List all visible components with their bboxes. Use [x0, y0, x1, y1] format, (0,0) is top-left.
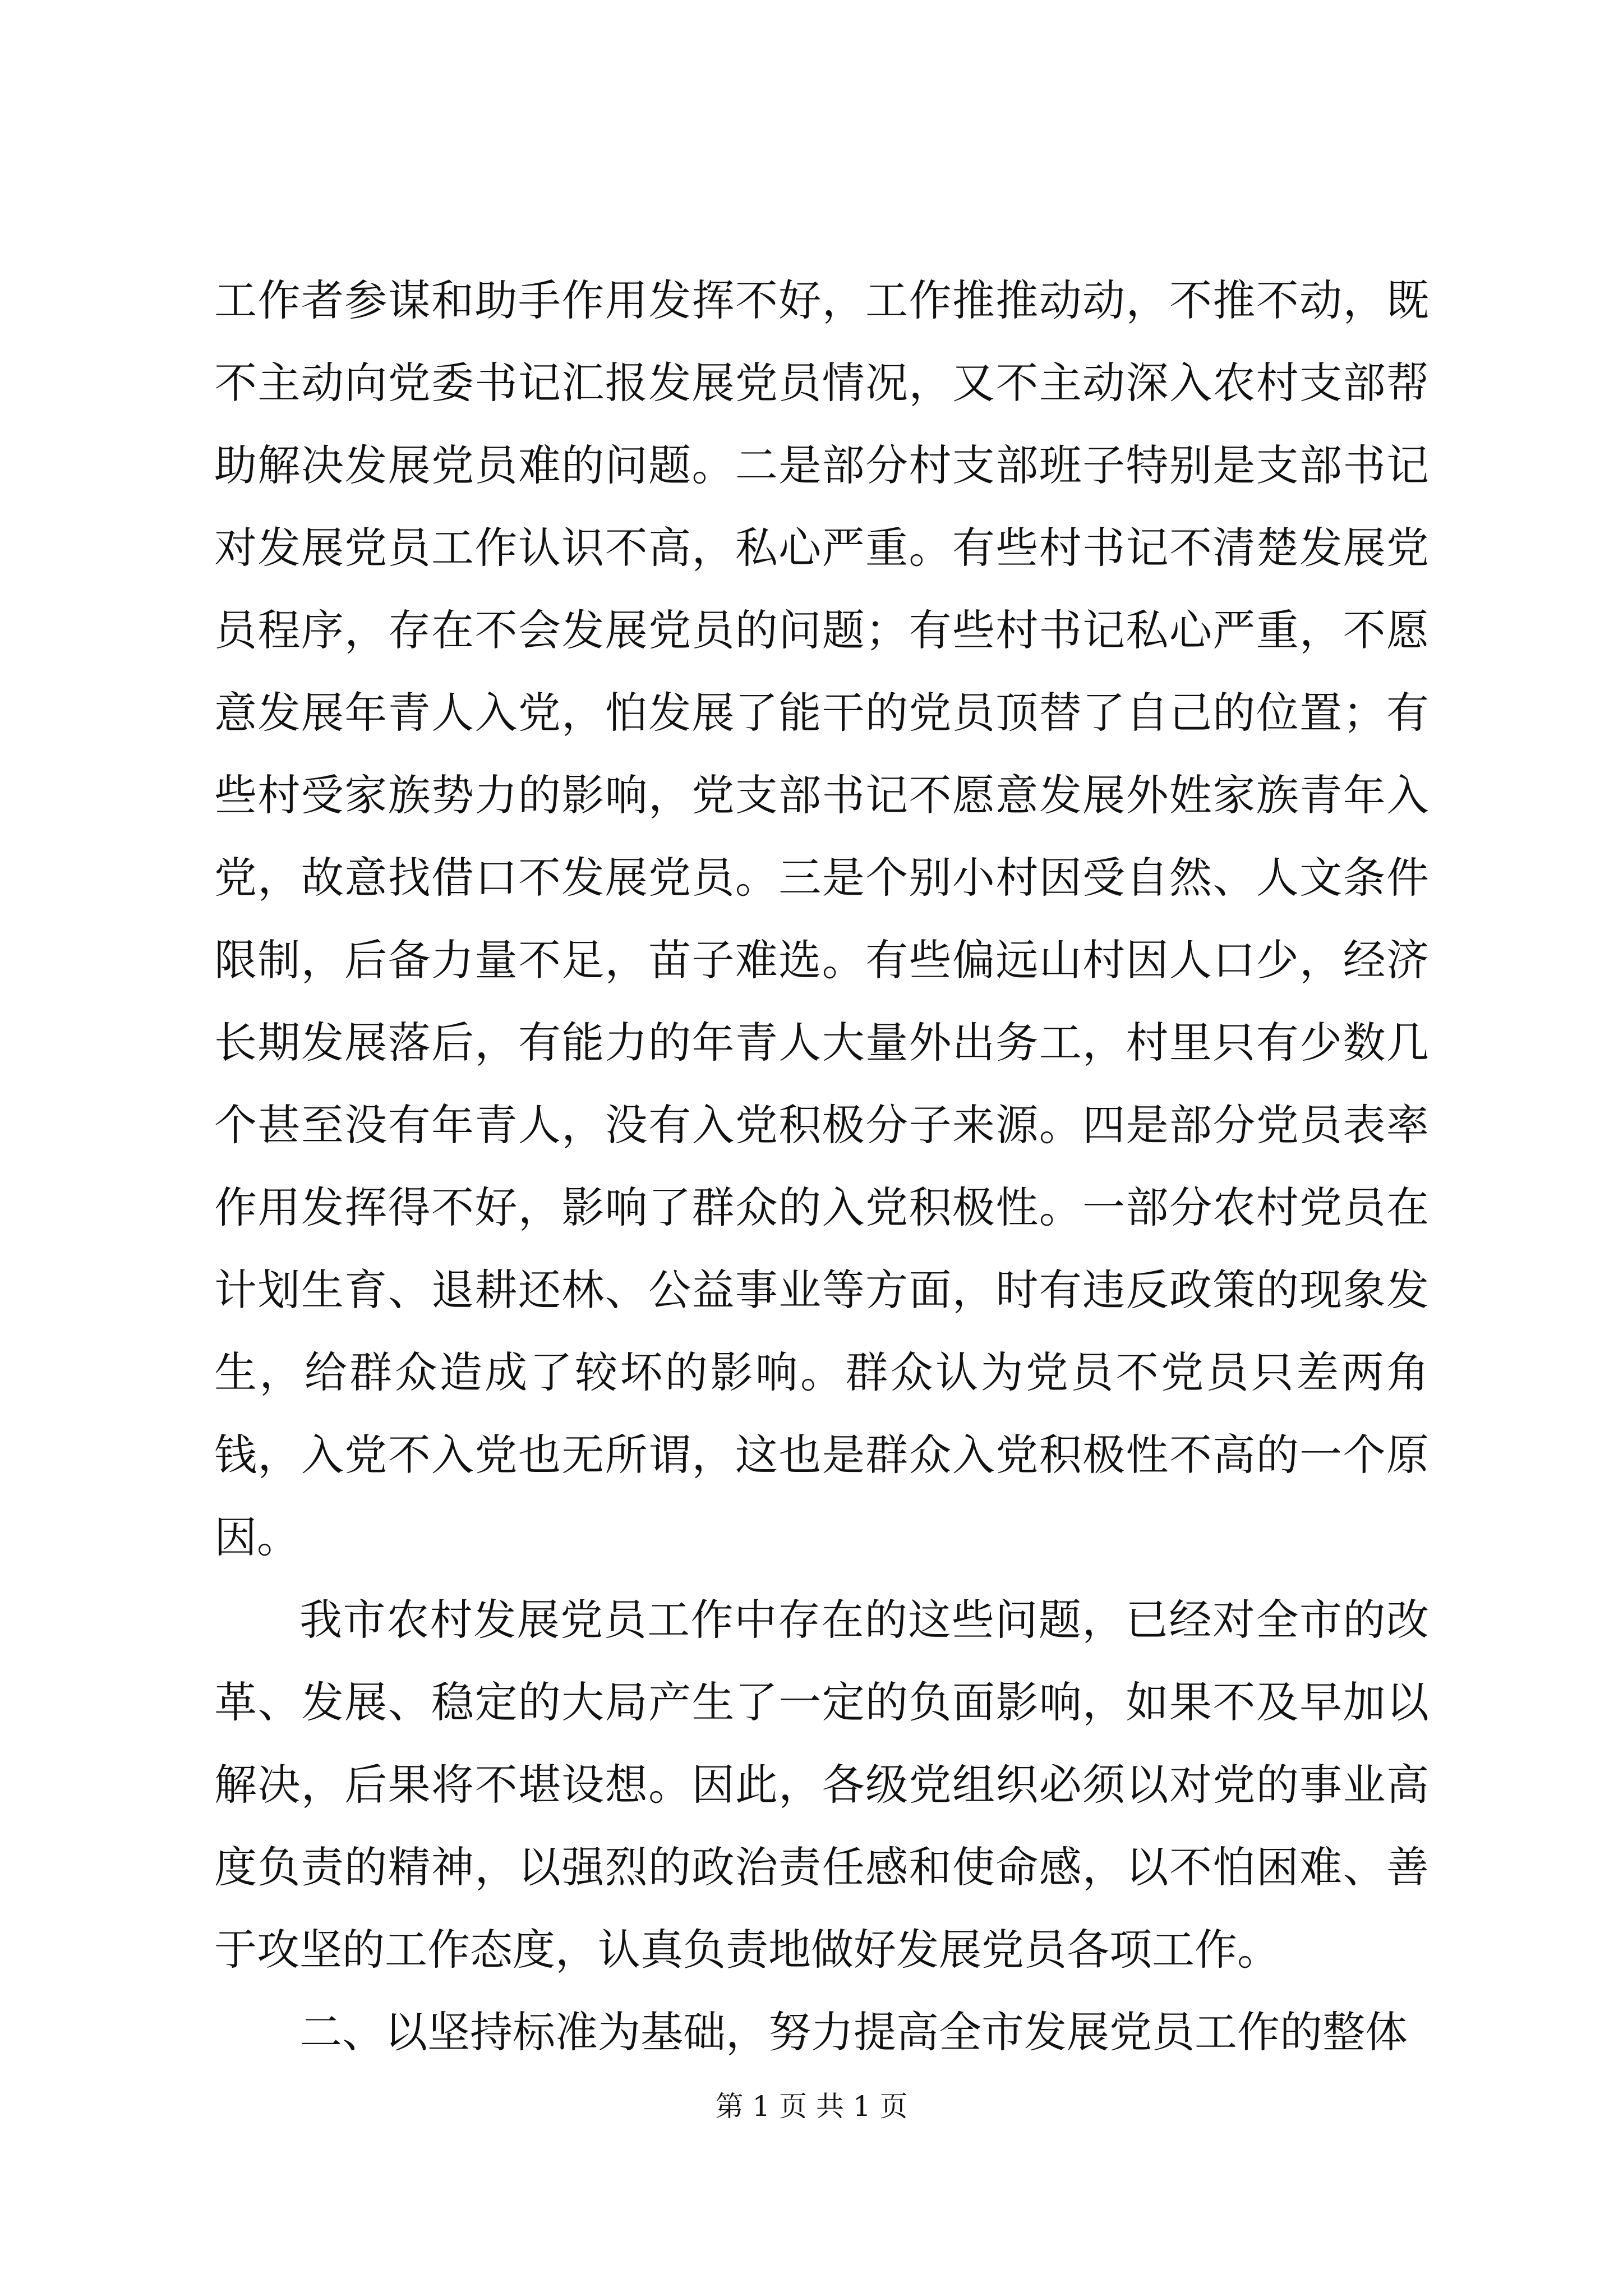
body-paragraph-2: 我市农村发展党员工作中存在的这些问题，已经对全市的改革、发展、稳定的大局产生了一定的负面影响，如果不及早加以解决，后果将不堪设想。因此，各级党组织必须以对党的事业高度负责的精神，以强烈的政治责任感和使命感，以不怕困难、善于攻坚的工作态度，认真负责地做好发展党员各项工作。	[214, 1595, 1429, 1975]
section-heading-2: 二、以坚持标准为基础，努力提高全市发展党员工作的整体	[299, 2007, 1408, 2057]
body-paragraph-1: 工作者参谋和助手作用发挥不好，工作推推动动，不推不动，既不主动向党委书记汇报发展党员情况，又不主动深入农村支部帮助解决发展党员难的问题。二是部分村支部班子特别是支部书记对发展党员工作认识不高，私心严重。有些村书记不清楚发展党员程序，存在不会发展党员的问题；有些村书记私心严重，不愿意发展年青人入党，怕发展了能干的党员顶替了自己的位置；有些村受家族势力的影响，党支部书记不愿意发展外姓家族青年入党，故意找借口不发展党员。三是个别小村因受自然、人文条件限制，后备力量不足，苗子难选。有些偏远山村因人口少，经济长期发展落后，有能力的年青人大量外出务工，村里只有少数几个甚至没有年青人，没有入党积极分子来源。四是部分党员表率作用发挥得不好，影响了群众的入党积极性。一部分农村党员在计划生育、退耕还林、公益事业等方面，时有违反政策的现象发生，给群众造成了较坏的影响。群众认为党员不党员只差两角钱，入党不入党也无所谓，这也是群众入党积极性不高的一个原因。	[214, 275, 1429, 1562]
document-body	[214, 259, 1429, 2073]
page-footer	[0, 2087, 1623, 2126]
page-number-label: 第 1 页 共 1 页	[715, 2090, 908, 2123]
